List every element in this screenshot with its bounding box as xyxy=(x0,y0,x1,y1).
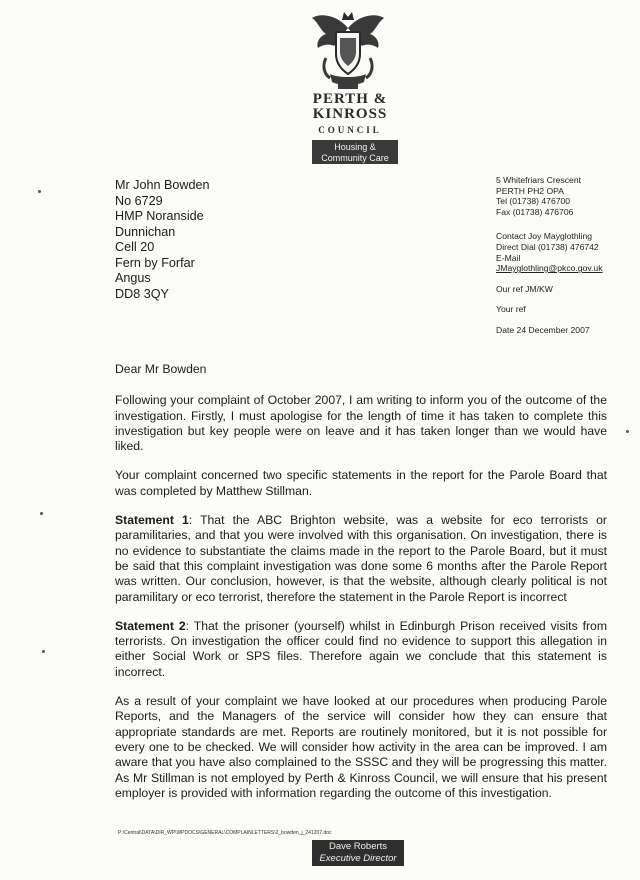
recipient-line: DD8 3QY xyxy=(115,286,169,301)
statement-2-text: : That the prisoner (yourself) whilst in Edinburgh Prison received visits from terrorists. On investigation the officer could find no evidence to support this allegation in either Social Work or SPS files. Therefore again we conclude that this statement is incorrect. xyxy=(115,618,607,679)
paragraph-outcome: As a result of your complaint we have looked at our procedures when producing Parole Reports, and the Managers of the service will consider how they can ensure that appropriate standards are met. Reports are routinely monitored, but it is not possible for every one to be checked. We will consider how activity in the area can be improved. I am aware that you have also complained to the SSSC and they will be progressing this matter. As Mr Stillman is not employed by Perth & Kinross Council, we will ensure that his present employer is provided with information regarding the outcome of this investigation. xyxy=(115,694,607,800)
paragraph-statement-1 xyxy=(115,513,607,605)
salutation: Dear Mr Bowden xyxy=(115,362,207,376)
department-line1: Housing & xyxy=(334,142,376,152)
signatory-role: Executive Director xyxy=(319,853,397,864)
statement-2-label: Statement 2 xyxy=(115,618,186,633)
council-crest-icon xyxy=(308,8,388,92)
council-name xyxy=(290,92,410,138)
recipient-line: Angus xyxy=(115,271,151,285)
paragraph-complaint: Your complaint concerned two specific statements in the report for the Parole Board that was completed by Matthew Stillman. xyxy=(115,468,607,498)
department-badge xyxy=(312,140,398,164)
recipient-line: Fern by Forfar xyxy=(115,255,195,270)
sender-contact: Contact Joy Mayglothling xyxy=(496,231,593,242)
sender-details xyxy=(496,175,603,336)
your-ref: Your ref xyxy=(496,304,526,315)
department-line2: Community Care xyxy=(321,153,389,163)
sender-email-link[interactable]: JMayglothling@pkco.gov.uk xyxy=(496,263,603,274)
council-name-line2: KINROSS xyxy=(312,106,388,122)
recipient-line: Cell 20 xyxy=(115,240,155,254)
recipient-address xyxy=(115,178,210,302)
paragraph-statement-2 xyxy=(115,619,607,680)
sender-direct-dial: Direct Dial (01738) 476742 xyxy=(496,241,599,252)
our-ref: Our ref JM/KW xyxy=(496,283,553,294)
council-name-line1: PERTH & xyxy=(312,91,388,107)
recipient-line: Mr John Bowden xyxy=(115,178,210,192)
sender-address-line1: 5 Whitefriars Crescent xyxy=(496,175,582,185)
statement-1-text: : That the ABC Brighton website, was a website for eco terrorists or paramilitaries, and that you were involved with this organisation. On investigation, there is no evidence to substantiate the claims made in the report to the Parole Board, but it must be said that this complaint investigation was done some 6 months after the Parole Report was written. Our conclusion, however, is that the website, although clearly political is not paramilitary or eco terrorist, therefore the statement in the Parole Report is incorrect xyxy=(115,513,607,604)
recipient-line: Dunnichan xyxy=(115,224,176,239)
signatory-name: Dave Roberts xyxy=(328,841,388,852)
signature-badge xyxy=(312,840,404,866)
paragraph-intro: Following your complaint of October 2007, I am writing to inform you of the outcome of the investigation. Firstly, I must apologise for the length of time it has taken to complete this investigation but key people were on leave and it has taken longer than we would have liked. xyxy=(115,393,607,454)
sender-fax: Fax (01738) 476706 xyxy=(496,206,574,217)
sender-address-line2: PERTH PH2 OPA xyxy=(496,185,564,196)
council-name-line3: COUNCIL xyxy=(318,125,382,135)
sender-tel: Tel (01738) 476700 xyxy=(496,196,571,207)
file-path: P:\Central\DATA\DIR_WP\WPDOCS\GENERAL\COMPLAINLETTERS\2_bowden_j_241207.doc xyxy=(118,830,332,836)
sender-email-label: E-Mail xyxy=(496,252,521,263)
recipient-line: HMP Noranside xyxy=(115,209,204,223)
letter-body xyxy=(115,362,607,815)
statement-1-label: Statement 1 xyxy=(115,513,189,528)
recipient-line: No 6729 xyxy=(115,193,163,208)
letter-date: Date 24 December 2007 xyxy=(496,324,590,335)
